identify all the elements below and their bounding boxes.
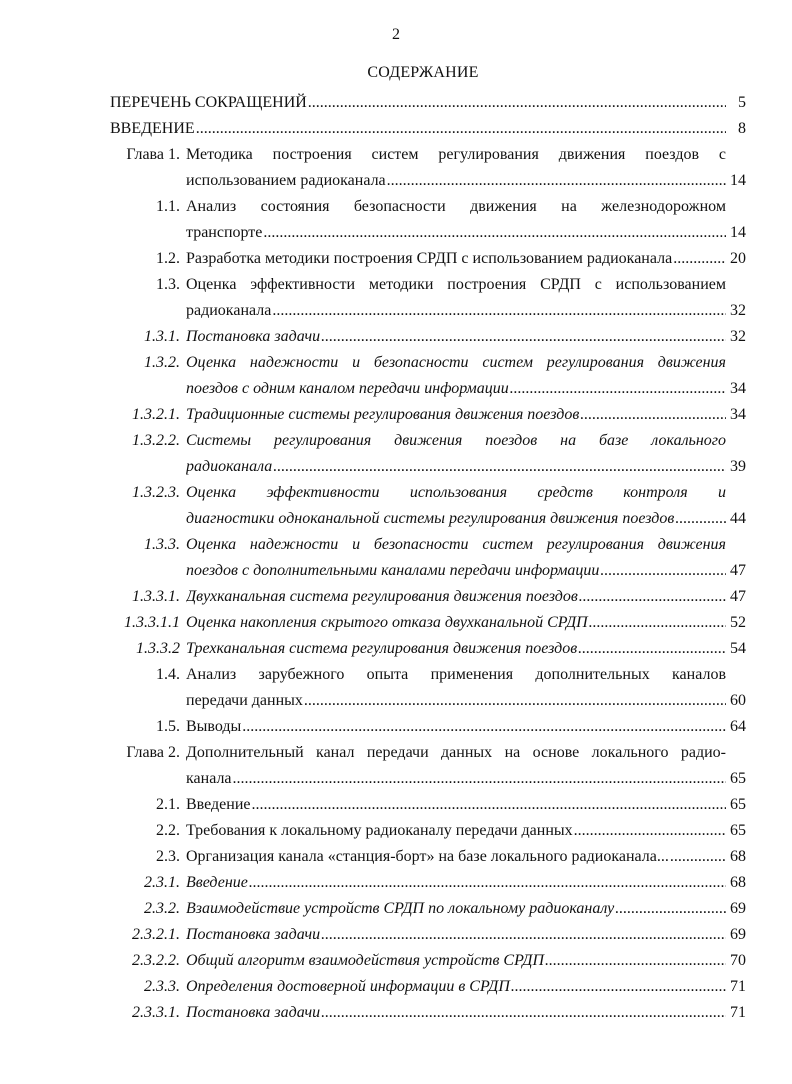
toc-entry-title: Анализ состояния безопасности движения на железнодорожном (186, 198, 726, 215)
dot-leader (272, 298, 726, 324)
dot-leader (321, 922, 726, 948)
toc-entry-page: 14 (730, 172, 746, 189)
dot-leader (511, 974, 726, 1000)
toc-entry-number: 2.3.3.1. (132, 1004, 180, 1021)
toc-entry-number: 1.3.2.1. (132, 406, 180, 423)
dot-leader (574, 818, 726, 844)
toc-entry-title: Традиционные системы регулирования движения поездов (186, 406, 580, 423)
toc-entry[interactable] (0, 740, 792, 792)
toc-entry-number: 1.5. (156, 718, 180, 735)
toc-entry-page: 47 (730, 562, 746, 579)
toc-entry-page: 65 (730, 796, 746, 813)
toc-entry-page: 34 (730, 406, 746, 423)
toc-entry-page: 44 (730, 510, 746, 527)
dot-leader (580, 402, 726, 428)
toc-entry[interactable] (0, 922, 792, 948)
toc-entry-page: 64 (730, 718, 746, 735)
toc-entry[interactable] (0, 428, 792, 480)
dot-leader (263, 220, 726, 246)
toc-entry-title: поездов с дополнительными каналами передачи информации (186, 562, 600, 579)
toc-entry-title: использованием радиоканала (186, 172, 386, 189)
toc-entry-title: Оценка надежности и безопасности систем регулирования движения (186, 536, 726, 553)
toc-entry-number: 2.3.2.1. (132, 926, 180, 943)
dot-leader (589, 610, 726, 636)
toc-entry-number: Глава 1. (126, 146, 180, 163)
toc-entry-page: 5 (738, 94, 746, 111)
toc-entry-title: Дополнительный канал передачи данных на основе локального радио- (186, 744, 726, 761)
toc-entry[interactable] (0, 662, 792, 714)
toc-entry-number: Глава 2. (126, 744, 180, 761)
toc-entry[interactable] (0, 246, 792, 272)
toc-entry[interactable] (0, 870, 792, 896)
toc-entry-page: 32 (730, 302, 746, 319)
dot-leader (233, 766, 726, 792)
toc-entry[interactable] (0, 818, 792, 844)
toc-entry-number: 1.3.3. (144, 536, 180, 553)
dot-leader (252, 792, 727, 818)
page-number: 2 (392, 26, 400, 43)
toc-entry-page: 47 (730, 588, 746, 605)
toc-entry-page: 34 (730, 380, 746, 397)
toc-entry-title: Оценка эффективности использования средств контроля и (186, 484, 726, 501)
toc-entry-number: 1.3. (156, 276, 180, 293)
dot-leader (321, 324, 726, 350)
dot-leader (578, 636, 726, 662)
toc-entry[interactable] (0, 350, 792, 402)
toc-entry[interactable] (0, 480, 792, 532)
toc-entry-title: радиоканала (186, 302, 272, 319)
toc-entry-title: ВВЕДЕНИЕ (110, 120, 195, 137)
toc-entry-title: канала (186, 770, 232, 787)
dot-leader (579, 584, 726, 610)
dot-leader (387, 168, 726, 194)
table-of-contents (0, 90, 792, 1026)
toc-entry-title: передачи данных (186, 692, 303, 709)
toc-entry-page: 70 (730, 952, 746, 969)
toc-entry-title: диагностики одноканальной системы регулирования движения поездов (186, 510, 675, 527)
toc-entry-page: 65 (730, 822, 746, 839)
toc-entry-page: 71 (730, 978, 746, 995)
toc-entry-title: Взаимодействие устройств СРДП по локальному радиоканалу (186, 900, 615, 917)
toc-entry-title: Выводы (186, 718, 242, 735)
toc-entry-number: 2.1. (156, 796, 180, 813)
toc-title: СОДЕРЖАНИЕ (367, 64, 479, 81)
toc-entry[interactable] (0, 714, 792, 740)
toc-entry-number: 2.3.3. (144, 978, 180, 995)
toc-entry-number: 1.4. (156, 666, 180, 683)
toc-entry-title: Требования к локальному радиоканалу передачи данных (186, 822, 573, 839)
toc-entry-page: 68 (730, 874, 746, 891)
toc-entry[interactable] (0, 532, 792, 584)
dot-leader (242, 714, 726, 740)
toc-entry-title: Методика построения систем регулирования движения поездов с (186, 146, 726, 163)
toc-entry-title: Анализ зарубежного опыта применения дополнительных каналов (186, 666, 726, 683)
toc-entry-number: 1.2. (156, 250, 180, 267)
toc-entry[interactable] (0, 116, 792, 142)
toc-entry[interactable] (0, 948, 792, 974)
toc-entry-page: 54 (730, 640, 746, 657)
toc-entry-title: Постановка задачи (186, 1004, 321, 1021)
toc-entry-title: Введение (186, 874, 248, 891)
toc-entry-page: 68 (730, 848, 746, 865)
dot-leader (196, 116, 726, 142)
toc-entry[interactable] (0, 584, 792, 610)
toc-entry-page: 8 (738, 120, 746, 137)
toc-entry-number: 1.3.2. (144, 354, 180, 371)
toc-entry-title: транспорте (186, 224, 263, 241)
toc-entry-title: Системы регулирования движения поездов на базе локального (186, 432, 726, 449)
toc-entry-title: Организация канала «станция-борт» на базе локального радиоканала... (186, 848, 669, 865)
toc-entry[interactable] (0, 90, 792, 116)
toc-entry-number: 1.3.3.1. (132, 588, 180, 605)
toc-entry-page: 69 (730, 900, 746, 917)
toc-entry-number: 2.2. (156, 822, 180, 839)
toc-entry-number: 1.3.3.2 (136, 640, 180, 657)
dot-leader (249, 870, 726, 896)
toc-entry-page: 14 (730, 224, 746, 241)
toc-entry[interactable] (0, 844, 792, 870)
toc-entry-title: радиоканала (186, 458, 273, 475)
toc-entry-number: 2.3.2.2. (132, 952, 180, 969)
toc-entry-page: 69 (730, 926, 746, 943)
toc-entry-number: 1.3.3.1.1 (124, 614, 180, 631)
dot-leader (615, 896, 726, 922)
toc-entry[interactable] (0, 974, 792, 1000)
toc-entry-title: Постановка задачи (186, 328, 321, 345)
toc-entry-title: Разработка методики построения СРДП с использованием радиоканала (186, 250, 673, 267)
toc-entry-title: Определения достоверной информации в СРДП (186, 978, 510, 995)
toc-entry-number: 1.1. (156, 198, 180, 215)
toc-entry[interactable] (0, 402, 792, 428)
toc-entry[interactable] (0, 792, 792, 818)
toc-entry-title: Оценка накопления скрытого отказа двухканальной СРДП (186, 614, 588, 631)
toc-entry[interactable] (0, 324, 792, 350)
dot-leader (545, 948, 726, 974)
toc-entry-page: 39 (730, 458, 746, 475)
toc-entry[interactable] (0, 194, 792, 246)
toc-entry-page: 65 (730, 770, 746, 787)
toc-entry[interactable] (0, 636, 792, 662)
toc-entry[interactable] (0, 272, 792, 324)
toc-entry-title: Постановка задачи (186, 926, 321, 943)
toc-entry-page: 60 (730, 692, 746, 709)
toc-entry-number: 1.3.1. (144, 328, 180, 345)
toc-entry-number: 2.3.2. (144, 900, 180, 917)
toc-entry-page: 20 (730, 250, 746, 267)
dot-leader (308, 90, 726, 116)
toc-entry[interactable] (0, 896, 792, 922)
toc-entry-title: Оценка надежности и безопасности систем регулирования движения (186, 354, 726, 371)
toc-entry[interactable] (0, 142, 792, 194)
toc-entry-number: 2.3.1. (144, 874, 180, 891)
dot-leader (510, 376, 726, 402)
toc-entry-title: поездов с одним каналом передачи информации (186, 380, 509, 397)
toc-entry[interactable] (0, 610, 792, 636)
dot-leader (304, 688, 726, 714)
toc-entry-number: 1.3.2.3. (132, 484, 180, 501)
toc-entry-number: 1.3.2.2. (132, 432, 180, 449)
dot-leader (321, 1000, 726, 1026)
toc-entry-title: Двухканальная система регулирования движения поездов (186, 588, 578, 605)
toc-entry-title: Трехканальная система регулирования движения поездов (186, 640, 578, 657)
toc-entry-page: 71 (730, 1004, 746, 1021)
dot-leader (273, 454, 726, 480)
toc-entry[interactable] (0, 1000, 792, 1026)
toc-entry-title: Введение (186, 796, 251, 813)
toc-entry-title: Общий алгоритм взаимодействия устройств СРДП (186, 952, 545, 969)
toc-entry-page: 32 (730, 328, 746, 345)
toc-entry-page: 52 (730, 614, 746, 631)
toc-entry-number: 2.3. (156, 848, 180, 865)
toc-entry-title: Оценка эффективности методики построения СРДП с использованием (186, 276, 726, 293)
dot-leader (600, 558, 726, 584)
toc-entry-title: ПЕРЕЧЕНЬ СОКРАЩЕНИЙ (110, 94, 307, 111)
